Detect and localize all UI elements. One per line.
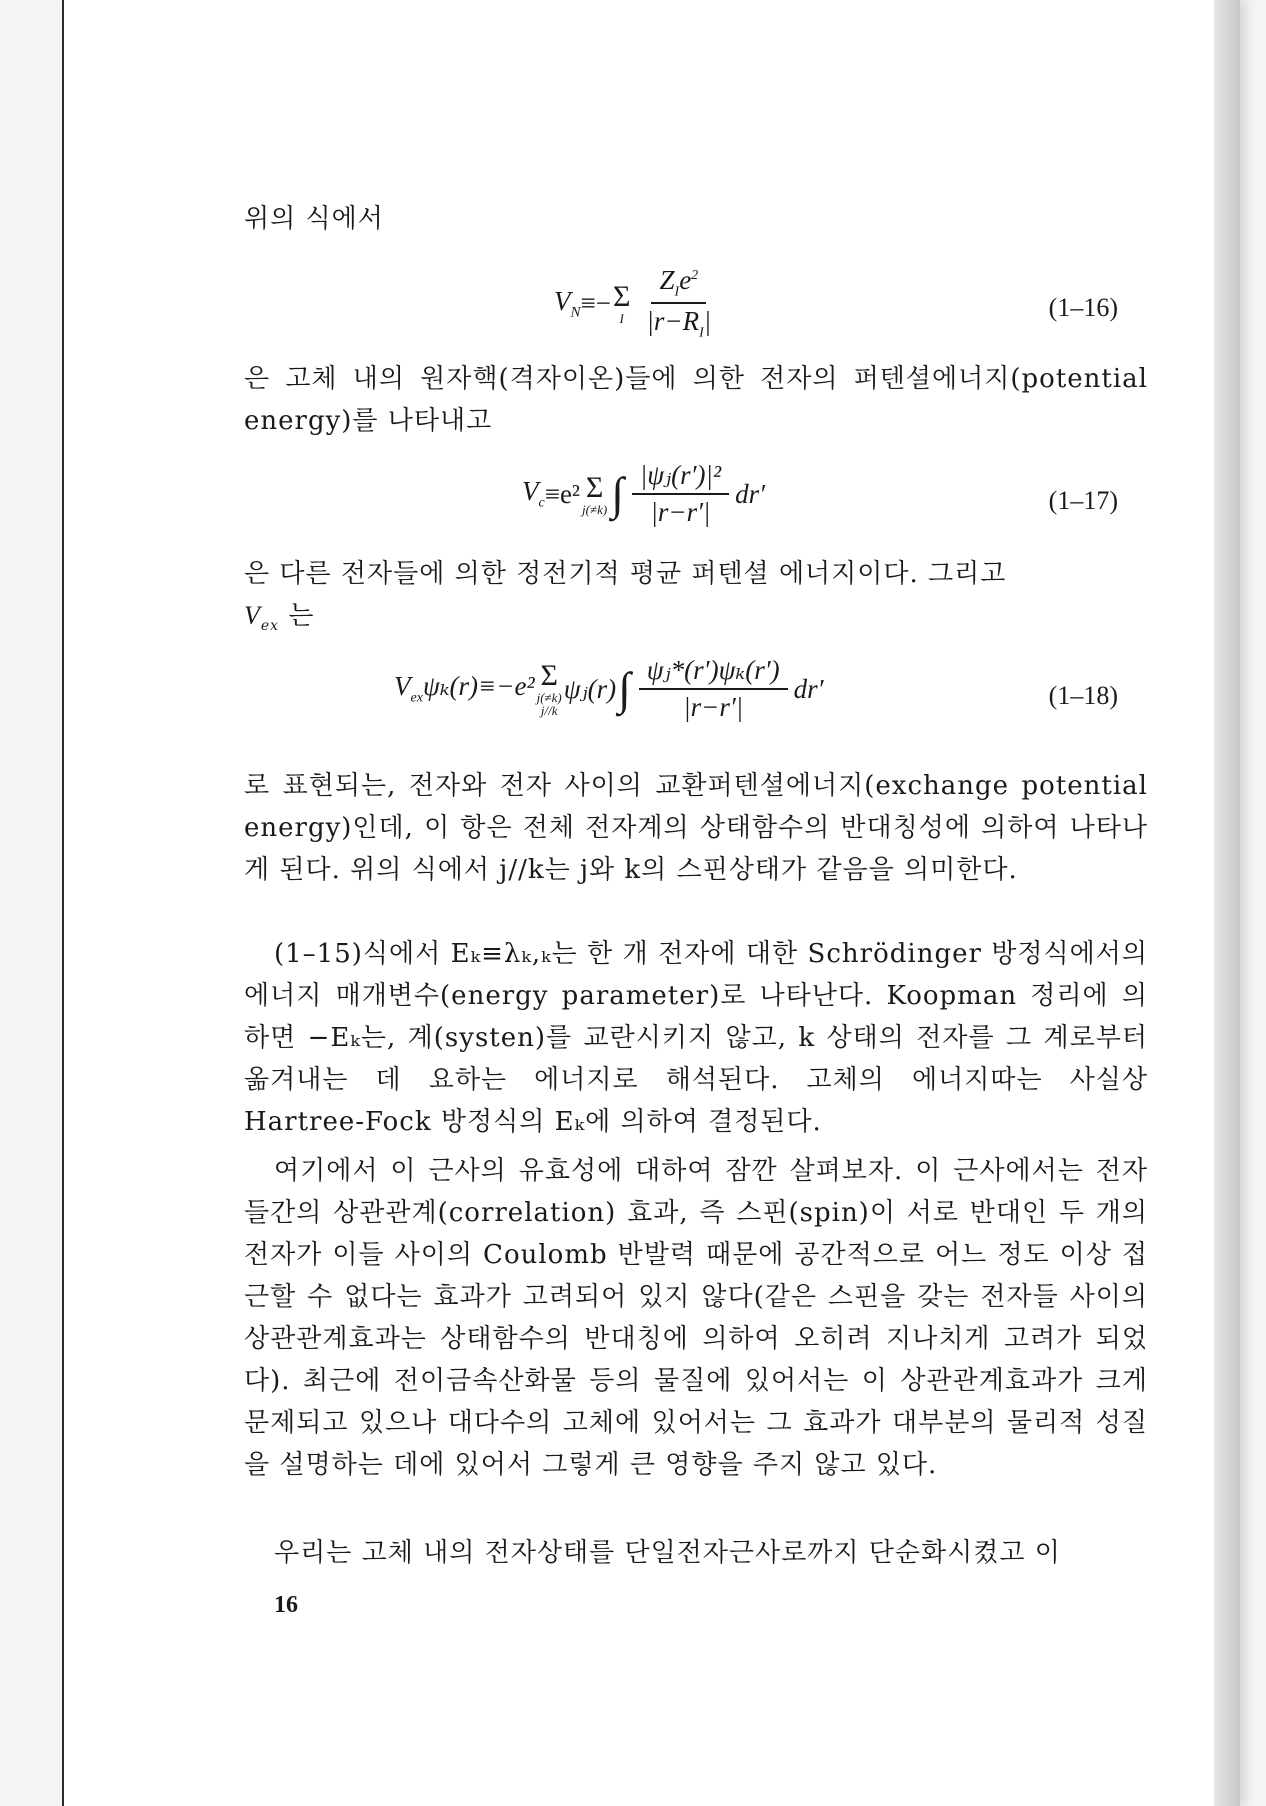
eq17-relation: ≡e²	[544, 478, 581, 509]
equation-1-16	[244, 265, 1148, 341]
eq16-relation: ≡−	[580, 287, 611, 318]
paragraph-2: 은 다른 전자들에 의한 정전기적 평균 퍼텐셜 에너지이다. 그리고	[244, 559, 1007, 589]
equation-number: (1–17)	[1048, 486, 1118, 515]
eq16-lhs: $V_N$	[554, 285, 581, 321]
eq16-fraction: $\frac{Z_Ie^2}{|r-R_I|}$	[646, 265, 712, 341]
book-page	[62, 0, 1240, 1806]
integral-sign: ∫	[611, 468, 624, 519]
paragraph-2-continued: $V_{ex}$ 는	[244, 601, 315, 635]
eq18-middle: ψⱼ(r)	[563, 673, 617, 704]
page-edge-shadow	[1214, 0, 1240, 1806]
equation-1-17-body	[522, 460, 765, 528]
eq18-lhs: $V_{ex}\psi_k(r)\equiv-e^2$	[394, 671, 535, 706]
eq17-lhs: $V_c$	[522, 476, 545, 511]
eq17-differential: dr′	[735, 478, 765, 509]
equation-1-18	[244, 655, 1148, 735]
paragraph-5: 여기에서 이 근사의 유효성에 대하여 잠깐 살펴보자. 이 근사에서는 전자들간의 상관관계(correlation) 효과, 즉 스핀(spin)이 서로 반대인 두 개의 전자가 이들 사이의 Coulomb 반발력 때문에 공간적으로 어느 정도 이상 접근할 수 없다는 효과가 고려되어 있지 않다(같은 스핀을 갖는 전자들 사이의 상관관계효과는 상태함수의 반대칭에 의하여 오히려 지나치게 고려가 되었다). 최근에 전이금속산화물 등의 물질에 있어서는 이 상관관계효과가 크게 문제되고 있으나 대다수의 고체에 있어서는 그 효과가 대부분의 물리적 성질을 설명하는 데에 있어서 그렇게 큰 영향을 주지 않고 있다.	[244, 1156, 1148, 1480]
equation-1-17	[244, 460, 1148, 530]
eq17-fraction: $\frac{\text{|ψⱼ(r′)|²}}{|r-r'|}$	[632, 460, 729, 528]
eq18-differential: dr′	[793, 673, 824, 704]
integral-sign: ∫	[618, 663, 631, 714]
equation-1-18-body	[394, 655, 824, 723]
page-number: 16	[274, 1592, 298, 1618]
eq17-sum: Σ j(≠k)	[582, 470, 608, 517]
paragraph-1: 은 고체 내의 원자핵(격자이온)들에 의한 전자의 퍼텐셜에너지(potential energy)를 나타내고	[244, 364, 1148, 436]
equation-number: (1–18)	[1048, 681, 1118, 710]
eq18-fraction: $\frac{\text{ψⱼ*(r′)ψₖ(r′)}}{|r-r'|}$	[639, 655, 788, 723]
equation-1-16-body	[554, 265, 725, 342]
eq16-sum: Σ I	[612, 279, 631, 326]
intro-line: 위의 식에서	[244, 204, 384, 234]
equation-number: (1–16)	[1048, 293, 1118, 322]
eq18-sum: Σ j(≠k) j//k	[536, 659, 562, 718]
paragraph-6: 우리는 고체 내의 전자상태를 단일전자근사로까지 단순화시켰고 이	[274, 1538, 1061, 1568]
paragraph-3: 로 표현되는, 전자와 전자 사이의 교환퍼텐셜에너지(exchange potential energy)인데, 이 항은 전체 전자계의 상태함수의 반대칭성에 의하여 나타나게 된다. 위의 식에서 j//k는 j와 k의 스핀상태가 같음을 의미한다.	[244, 771, 1148, 885]
paragraph-4: (1–15)식에서 Eₖ≡λₖ,ₖ는 한 개 전자에 대한 Schrödinger 방정식에서의 에너지 매개변수(energy parameter)로 나타난다. Koopman 정리에 의하면 −Eₖ는, 계(systen)를 교란시키지 않고, k 상태의 전자를 그 계로부터 옮겨내는 데 요하는 에너지로 해석된다. 고체의 에너지따는 사실상 Hartree-Fock 방정식의 Eₖ에 의하여 결정된다.	[244, 939, 1148, 1137]
